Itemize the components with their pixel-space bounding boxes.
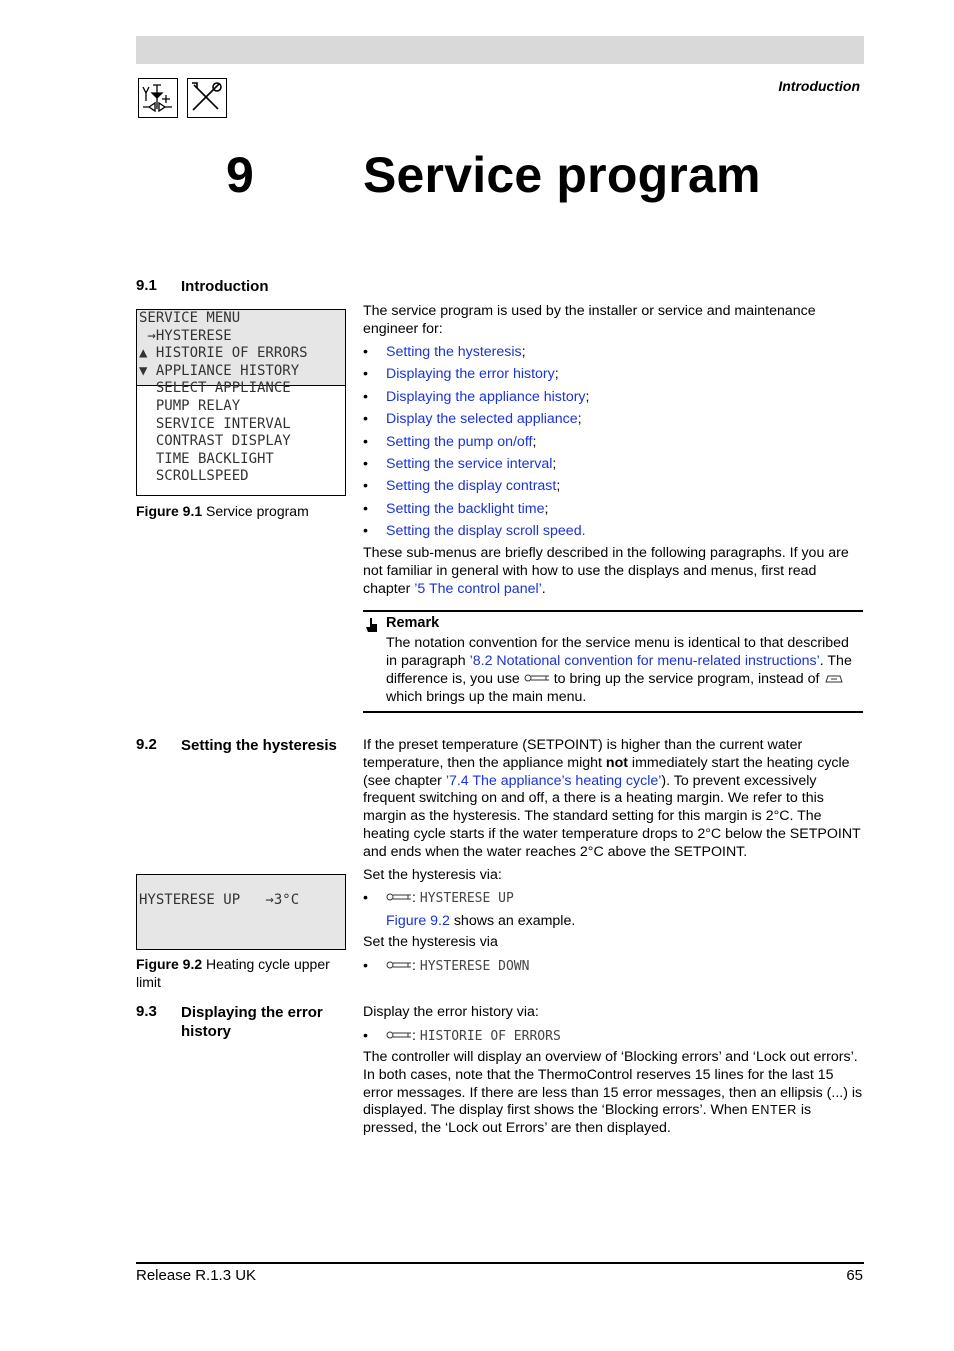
submenu-link[interactable]: Display the selected appliance bbox=[386, 411, 578, 428]
submenu-paragraph: These sub-menus are briefly described in the following paragraphs. If you are not familiar in general with how to use the displays and menus, first read chapter ’5 The control panel’. bbox=[363, 545, 849, 597]
submenu-link[interactable]: Setting the pump on/off bbox=[386, 433, 533, 450]
display-line: SERVICE INTERVAL bbox=[139, 415, 291, 432]
display-line: ▼ APPLIANCE HISTORY bbox=[139, 362, 300, 379]
submenu-link[interactable]: Setting the hysteresis bbox=[386, 344, 522, 360]
submenu-link[interactable]: Displaying the appliance history bbox=[386, 388, 586, 405]
notation-convention-link[interactable]: ’8.2 Notational convention for menu-related instructions’ bbox=[469, 653, 820, 669]
display-line: SERVICE MENU bbox=[139, 310, 241, 326]
via-text: Set the hysteresis via bbox=[363, 934, 498, 950]
page-number: 65 bbox=[846, 1267, 863, 1284]
figure-9-2-link[interactable]: Figure 9.2 bbox=[386, 913, 450, 929]
service-menu-display bbox=[136, 309, 346, 496]
service-key-icon bbox=[524, 670, 550, 688]
heating-cycle-link[interactable]: ’7.4 The appliance’s heating cycle’ bbox=[445, 772, 662, 789]
intro-paragraph: The service program is used by the installer or service and maintenance engineer for: bbox=[363, 303, 816, 337]
section-title: Setting the hysteresis bbox=[181, 737, 337, 754]
section-title: Introduction bbox=[181, 278, 269, 295]
release-label: Release R.1.3 UK bbox=[136, 1267, 257, 1284]
display-line: →HYSTERESE bbox=[139, 327, 232, 344]
display-line: TIME BACKLIGHT bbox=[139, 450, 274, 467]
submenu-link[interactable]: Displaying the error history bbox=[386, 366, 555, 383]
service-key-icon bbox=[386, 1030, 412, 1040]
remark-title: Remark bbox=[386, 615, 440, 631]
via-text: Set the hysteresis via: bbox=[363, 867, 502, 883]
section-number: 9.1 bbox=[136, 277, 157, 294]
submenu-link[interactable]: Setting the service interval bbox=[386, 456, 553, 472]
hysteresis-display bbox=[136, 874, 346, 950]
footer-rule bbox=[136, 1262, 864, 1264]
header-bar bbox=[136, 36, 864, 64]
service-key-icon bbox=[386, 960, 412, 970]
display-line: SELECT APPLIANCE bbox=[139, 380, 291, 397]
display-line: ▲ HISTORIE OF ERRORS bbox=[139, 345, 308, 362]
example-text: Figure 9.2 shows an example. bbox=[386, 913, 576, 929]
remark-top-rule bbox=[363, 610, 863, 612]
section-number: 9.2 bbox=[136, 736, 157, 753]
display-line: SCROLLSPEED bbox=[139, 468, 249, 485]
display-line: PUMP RELAY bbox=[139, 398, 241, 414]
menu-path: HYSTERESE UP bbox=[419, 891, 514, 906]
chapter-title: Service program bbox=[363, 147, 761, 203]
via-text: Display the error history via: bbox=[363, 1004, 539, 1020]
display-line: CONTRAST DISPLAY bbox=[139, 433, 291, 450]
control-panel-link[interactable]: ’5 The control panel’ bbox=[414, 580, 542, 597]
display-line: HYSTERESE UP →3°C bbox=[139, 892, 300, 908]
remark-bottom-rule bbox=[363, 711, 863, 713]
enter-key-label: ENTER bbox=[751, 1103, 797, 1118]
running-head: Introduction bbox=[778, 78, 860, 94]
menu-path: HISTORIE OF ERRORS bbox=[419, 1029, 561, 1044]
installer-symbol-icon bbox=[138, 78, 178, 118]
submenu-link[interactable]: Setting the display contrast bbox=[386, 478, 557, 495]
service-key-icon bbox=[386, 892, 412, 902]
service-tools-icon bbox=[187, 78, 227, 118]
pointing-hand-icon bbox=[365, 617, 379, 638]
figure-caption: Figure 9.2 Heating cycle upper limit bbox=[136, 956, 330, 990]
section-number: 9.3 bbox=[136, 1003, 157, 1020]
remark-text: The notation convention for the service menu is identical to that described in paragraph ’8.2 Notational convention for menu-related instructions’. The difference is, you use to bring up the service program, instead of which brings up the main menu. bbox=[386, 635, 852, 706]
figure-caption: Figure 9.1 Service program bbox=[136, 503, 309, 519]
error-history-paragraph: The controller will display an overview of ‘Blocking errors’ and ‘Lock out errors’. In both cases, note that the ThermoControl reserves 15 lines for the last 15 error messages. If there are less than 15 error messages, then an ellipsis (...) is displayed. The display first shows the ‘Blocking errors’. When ENTER is pressed, the ‘Lock out Errors’ are then displayed. bbox=[363, 1049, 863, 1137]
submenu-link[interactable]: Setting the display scroll speed. bbox=[386, 523, 586, 540]
hysteresis-paragraph: If the preset temperature (SETPOINT) is higher than the current water temperature, then the appliance might not immediately start the heating cycle (see chapter ’7.4 The appliance’s heating cycle’). To prevent excessively frequent switching on and off, a there is a heating margin. We refer to this margin as the hysteresis. The standard setting for this margin is 2°C. The heating cycle starts if the water temperature drops to 2°C below the SETPOINT and ends when the water reaches 2°C above the SETPOINT. bbox=[363, 737, 861, 860]
section-title: Displaying the error history bbox=[181, 1004, 323, 1040]
submenu-link[interactable]: Setting the backlight time bbox=[386, 500, 545, 517]
menu-path: HYSTERESE DOWN bbox=[419, 959, 530, 974]
chapter-number: 9 bbox=[226, 147, 254, 203]
main-menu-key-icon bbox=[823, 670, 845, 688]
